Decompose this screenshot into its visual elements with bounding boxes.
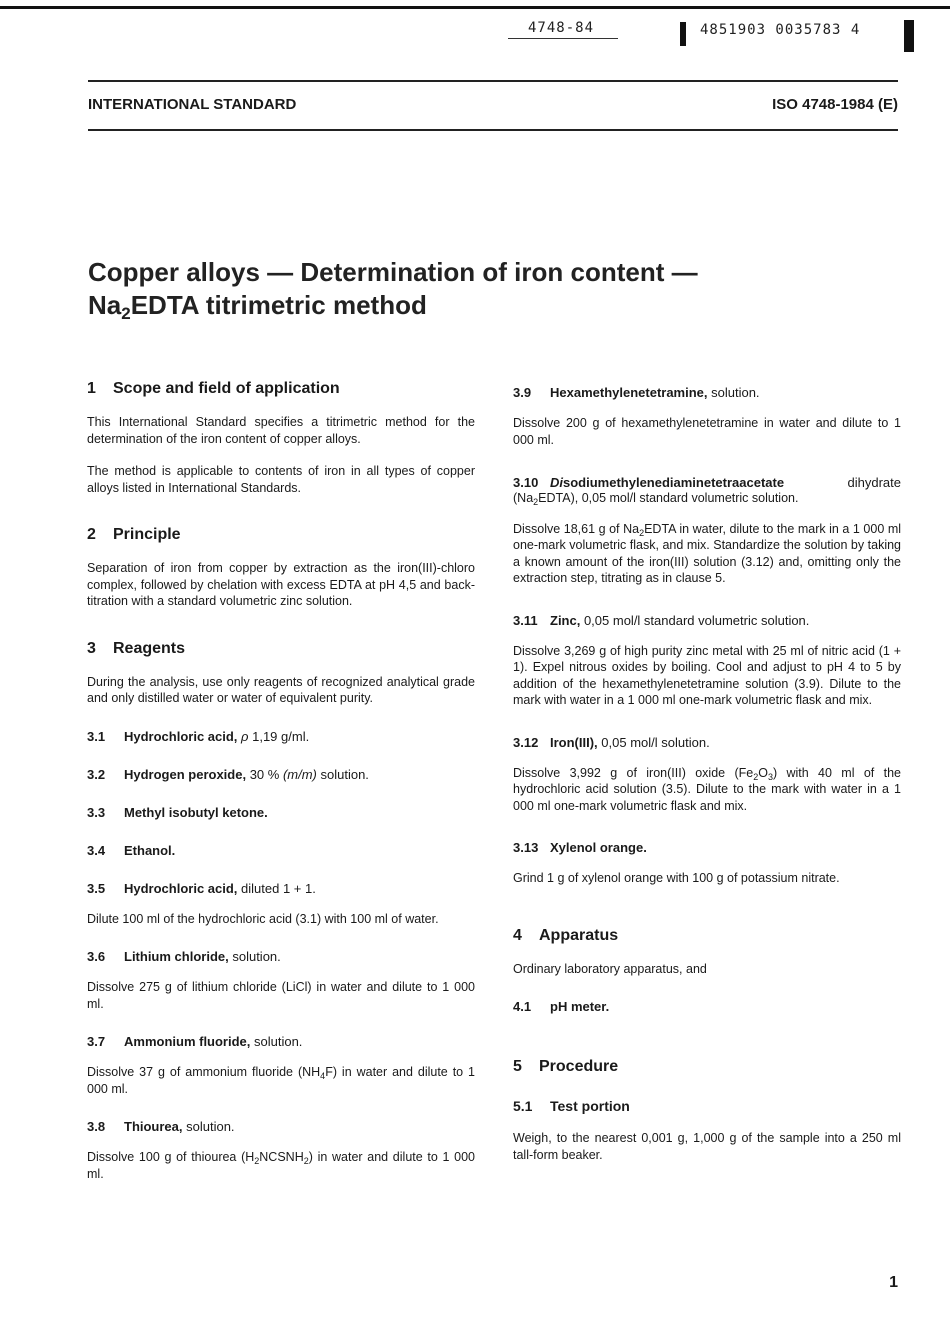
reagent-3-10-line-2: $(Na_2EDTA)$, 0,05 mol/l standard volumetric solution. (513, 491, 799, 507)
document-title (88, 256, 908, 322)
header-rule-bottom (88, 129, 898, 131)
reagent-3-11-text: Dissolve 3,269 g of high purity zinc metal with 25 ml of nitric acid (1 + 1). Expel nitrous oxides by boiling. Cool and adjust to pH 4 to 5 by addition of the hexamethylenetetramine solution (3.9). Dilute to the mark with water in a 1 000 ml one-mark volumetric flask and mix. (513, 643, 901, 707)
reagent-3-5-text: Dilute 100 ml of the hydrochloric acid (3.1) with 100 ml of water. (87, 911, 439, 926)
page-number: 1 (889, 1274, 898, 1291)
scan-barmark-right (904, 20, 914, 52)
section-2-heading: 2 Principle (87, 526, 181, 543)
header-right: ISO 4748-1984 (E) (772, 96, 898, 113)
apparatus-4-1: 4.1 pH meter. (513, 999, 610, 1014)
section-5-heading: 5 Procedure (513, 1058, 619, 1075)
reagent-3-1: 3.1 Hydrochloric acid, ρ 1,19 g/ml. (87, 728, 310, 744)
reagent-3-7: 3.7 Ammonium fluoride, solution. (87, 1034, 303, 1049)
reagent-3-8: 3.8 Thiourea, solution. (87, 1119, 235, 1134)
title-line-2: $Na_2EDTA$ titrimetric method (88, 290, 427, 323)
section-1-para-1: This International Standard specifies a titrimetric method for the determination of the iron content of copper alloys. (87, 415, 475, 446)
reagent-3-8-text: Dissolve 100 g of thiourea $(H_2NCSNH_2)$ in water and dilute to 1 000 ml. (87, 1150, 475, 1181)
section-4-heading: 4 Apparatus (513, 926, 619, 944)
reagent-3-9: 3.9 Hexamethylenetetramine, solution. (513, 385, 760, 400)
left-column (87, 380, 475, 1182)
section-1-heading: 1 Scope and field of application (87, 380, 340, 397)
reagent-3-6-text: Dissolve 275 g of lithium chloride (LiCl) in water and dilute to 1 000 ml. (87, 980, 475, 1011)
section-4-para: Ordinary laboratory apparatus, and (513, 961, 707, 976)
title-line-1: Copper alloys — Determination of iron content — (88, 257, 698, 287)
section-1-para-2: The method is applicable to contents of iron in all types of copper alloys listed in International Standards. (87, 464, 475, 495)
reagent-3-10-text: Dissolve 18,61 g of $Na_2EDTA$ in water, dilute to the mark in a 1 000 ml one-mark volumetric flask, and mix. Standardize the solution by taking a known amount of the iron(III) solution (3.12) and, omitting only the extraction step, titrating as in clause 5. (513, 521, 902, 585)
subsection-5-1: 5.1 Test portion (513, 1098, 630, 1114)
scan-code-right: 4851903 0035783 4 (700, 22, 861, 38)
section-5-1-para: Weigh, to the nearest 0,001 g, 1,000 g of the sample into a 250 ml tall-form beaker. (513, 1131, 901, 1162)
reagent-3-12-text: Dissolve 3,992 g of iron(III) oxide $(Fe_2O_3)$ with 40 ml of the hydrochloric acid solution (3.5). Dilute to the mark with water in a 1 000 ml one-mark volumetric flask and mix. (513, 765, 901, 813)
scan-barmark-left (680, 22, 686, 46)
scan-underline (508, 38, 618, 39)
reagent-3-10: 3.10 Disodiumethylenediaminetetraacetate dihydrate (513, 475, 901, 490)
reagent-3-4: 3.4 Ethanol. (87, 842, 176, 858)
reagent-3-7-text: Dissolve 37 g of ammonium fluoride $(NH_4F)$ in water and dilute to 1 000 ml. (87, 1065, 476, 1096)
reagent-3-11: 3.11 Zinc, 0,05 mol/l standard volumetric solution. (513, 612, 810, 628)
reagent-3-6: 3.6 Lithium chloride, solution. (87, 949, 281, 964)
section-3-heading: 3 Reagents (87, 639, 186, 657)
right-column (513, 385, 901, 1163)
reagent-3-9-text: Dissolve 200 g of hexamethylenetetramine in water and dilute to 1 000 ml. (513, 416, 901, 447)
scan-code-left: 4748-84 (528, 20, 595, 36)
reagent-3-5: 3.5 Hydrochloric acid, diluted 1 + 1. (87, 880, 316, 896)
header-left: INTERNATIONAL STANDARD (88, 96, 297, 113)
scan-top-border (0, 6, 950, 9)
section-2-para: Separation of iron from copper by extraction as the iron(III)-chloro complex, followed by chelation with excess EDTA at pH 4,5 and back-titration with a standard volumetric zinc solution. (87, 561, 475, 608)
reagent-3-13-text: Grind 1 g of xylenol orange with 100 g of potassium nitrate. (513, 871, 840, 885)
reagent-3-12: 3.12 Iron(III), 0,05 mol/l solution. (513, 734, 710, 750)
reagent-3-3: 3.3 Methyl isobutyl ketone. (87, 804, 268, 820)
reagent-3-13: 3.13 Xylenol orange. (513, 840, 647, 855)
reagent-3-2: 3.2 Hydrogen peroxide, 30 % (m/m) solution. (87, 766, 369, 782)
section-3-para: During the analysis, use only reagents of recognized analytical grade and only distilled water or water of equivalent purity. (87, 674, 475, 705)
header-rule-top (88, 80, 898, 82)
